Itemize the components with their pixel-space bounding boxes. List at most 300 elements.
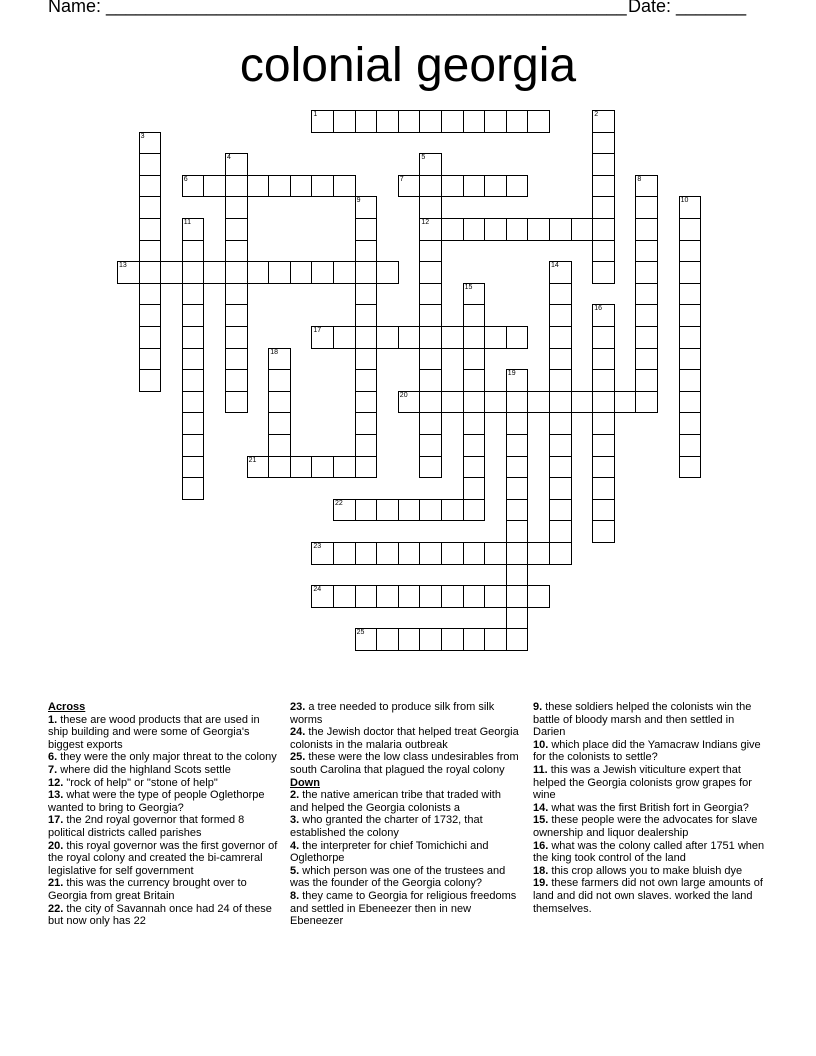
crossword-cell[interactable] <box>463 412 486 435</box>
crossword-cell[interactable] <box>506 456 529 479</box>
crossword-cell[interactable] <box>290 261 313 284</box>
crossword-cell[interactable] <box>441 499 464 522</box>
crossword-cell[interactable] <box>679 218 702 241</box>
clue-text: who granted the charter of 1732, that established the colony <box>290 814 483 839</box>
crossword-cell[interactable] <box>247 261 270 284</box>
crossword-cell[interactable] <box>139 348 162 371</box>
crossword-cell[interactable] <box>549 391 572 414</box>
crossword-cell[interactable] <box>225 261 248 284</box>
crossword-cell[interactable] <box>527 391 550 414</box>
clue-text: these are wood products that are used in ship building and were some of Georgia's biggest exports <box>48 713 260 751</box>
crossword-cell[interactable] <box>549 326 572 349</box>
crossword-cell[interactable] <box>355 369 378 392</box>
crossword-cell[interactable] <box>225 391 248 414</box>
crossword-cell[interactable] <box>398 175 421 198</box>
crossword-cell[interactable] <box>635 196 658 219</box>
crossword-cell[interactable] <box>635 391 658 414</box>
clue-number-label: 21 <box>248 456 257 464</box>
clue-number-label: 22 <box>335 499 343 507</box>
crossword-cell[interactable] <box>592 110 615 133</box>
crossword-cell[interactable] <box>679 412 702 435</box>
crossword-cell[interactable] <box>463 391 486 414</box>
crossword-cell[interactable] <box>506 391 529 414</box>
crossword-cell[interactable] <box>225 283 248 306</box>
crossword-cell[interactable] <box>679 456 702 479</box>
clue-item <box>48 840 280 878</box>
crossword-cell[interactable] <box>592 196 615 219</box>
crossword-cell[interactable] <box>463 456 486 479</box>
crossword-cell[interactable] <box>549 412 572 435</box>
crossword-cell[interactable] <box>376 542 399 565</box>
crossword-cell[interactable] <box>333 326 356 349</box>
crossword-cell[interactable] <box>268 369 291 392</box>
crossword-cell[interactable] <box>635 348 658 371</box>
crossword-cell[interactable] <box>571 391 594 414</box>
crossword-cell[interactable] <box>225 153 248 176</box>
crossword-cell[interactable] <box>182 261 205 284</box>
clue-number: 5. <box>290 864 300 877</box>
crossword-cell[interactable] <box>419 369 442 392</box>
crossword-cell[interactable] <box>268 391 291 414</box>
crossword-cell[interactable] <box>549 283 572 306</box>
crossword-cell[interactable] <box>463 110 486 133</box>
crossword-cell[interactable] <box>441 585 464 608</box>
crossword-cell[interactable] <box>376 499 399 522</box>
crossword-cell[interactable] <box>225 348 248 371</box>
crossword-cell[interactable] <box>355 499 378 522</box>
clue-number: 14. <box>533 801 549 814</box>
crossword-cell[interactable] <box>463 628 486 651</box>
crossword-cell[interactable] <box>549 434 572 457</box>
crossword-cell[interactable] <box>419 628 442 651</box>
crossword-cell[interactable] <box>139 175 162 198</box>
crossword-cell[interactable] <box>139 132 162 155</box>
crossword-cell[interactable] <box>203 175 226 198</box>
crossword-cell[interactable] <box>333 175 356 198</box>
crossword-cell[interactable] <box>419 304 442 327</box>
clues-column-2 <box>290 701 522 928</box>
crossword-cell[interactable] <box>419 434 442 457</box>
crossword-cell[interactable] <box>592 499 615 522</box>
crossword-cell[interactable] <box>333 499 356 522</box>
clue-number: 17. <box>48 814 64 827</box>
crossword-cell[interactable] <box>355 348 378 371</box>
crossword-cell[interactable] <box>182 304 205 327</box>
clue-item <box>48 877 280 902</box>
crossword-cell[interactable] <box>592 477 615 500</box>
crossword-cell[interactable] <box>419 499 442 522</box>
crossword-cell[interactable] <box>592 434 615 457</box>
crossword-cell[interactable] <box>484 110 507 133</box>
clue-text: they were the only major threat to the colony <box>57 751 277 764</box>
crossword-cell[interactable] <box>398 542 421 565</box>
clue-number: 25. <box>290 751 306 764</box>
crossword-cell[interactable] <box>635 304 658 327</box>
crossword-cell[interactable] <box>527 542 550 565</box>
crossword-cell[interactable] <box>592 240 615 263</box>
crossword-cell[interactable] <box>139 218 162 241</box>
crossword-cell[interactable] <box>549 477 572 500</box>
crossword-cell[interactable] <box>527 585 550 608</box>
crossword-cell[interactable] <box>268 348 291 371</box>
crossword-cell[interactable] <box>419 412 442 435</box>
clue-text: this was the currency brought over to Georgia from great Britain <box>48 877 247 902</box>
crossword-cell[interactable] <box>247 456 270 479</box>
crossword-cell[interactable] <box>398 499 421 522</box>
crossword-cell[interactable] <box>311 261 334 284</box>
crossword-cell[interactable] <box>679 348 702 371</box>
crossword-cell[interactable] <box>268 412 291 435</box>
crossword-cell[interactable] <box>463 499 486 522</box>
crossword-cell[interactable] <box>419 542 442 565</box>
clue-number-label: 25 <box>356 629 365 637</box>
crossword-cell[interactable] <box>419 153 442 176</box>
clue-item <box>533 814 765 839</box>
crossword-cell[interactable] <box>679 304 702 327</box>
crossword-cell[interactable] <box>311 456 334 479</box>
clue-text: this crop allows you to make bluish dye <box>548 864 743 877</box>
crossword-cell[interactable] <box>355 391 378 414</box>
crossword-cell[interactable] <box>484 585 507 608</box>
crossword-cell[interactable] <box>463 348 486 371</box>
crossword-cell[interactable] <box>419 456 442 479</box>
crossword-cell[interactable] <box>355 628 378 651</box>
crossword-cell[interactable] <box>333 110 356 133</box>
crossword-cell[interactable] <box>441 542 464 565</box>
crossword-cell[interactable] <box>592 132 615 155</box>
clue-number-label: 7 <box>399 175 404 183</box>
crossword-cell[interactable] <box>355 196 378 219</box>
clue-number: 13. <box>48 789 64 802</box>
crossword-cell[interactable] <box>506 628 529 651</box>
crossword-cell[interactable] <box>592 520 615 543</box>
crossword-cell[interactable] <box>398 585 421 608</box>
crossword-cell[interactable] <box>679 240 702 263</box>
crossword-cell[interactable] <box>635 261 658 284</box>
crossword-cell[interactable] <box>225 304 248 327</box>
crossword-cell[interactable] <box>398 110 421 133</box>
crossword-cell[interactable] <box>311 175 334 198</box>
crossword-cell[interactable] <box>290 456 313 479</box>
crossword-cell[interactable] <box>376 585 399 608</box>
crossword-cell[interactable] <box>355 585 378 608</box>
crossword-cell[interactable] <box>182 369 205 392</box>
crossword-cell[interactable] <box>463 477 486 500</box>
crossword-cell[interactable] <box>182 391 205 414</box>
crossword-cell[interactable] <box>376 261 399 284</box>
crossword-cell[interactable] <box>225 240 248 263</box>
crossword-cell[interactable] <box>333 456 356 479</box>
crossword-cell[interactable] <box>679 283 702 306</box>
crossword-cell[interactable] <box>225 218 248 241</box>
crossword-cell[interactable] <box>355 456 378 479</box>
crossword-cell[interactable] <box>679 326 702 349</box>
crossword-cell[interactable] <box>182 326 205 349</box>
clue-item <box>48 789 280 814</box>
clue-item <box>290 701 522 726</box>
crossword-cell[interactable] <box>484 628 507 651</box>
crossword-cell[interactable] <box>506 412 529 435</box>
crossword-cell[interactable] <box>355 110 378 133</box>
crossword-cell[interactable] <box>592 326 615 349</box>
crossword-cell[interactable] <box>592 412 615 435</box>
across-heading: Across <box>48 701 86 713</box>
crossword-cell[interactable] <box>225 175 248 198</box>
crossword-cell[interactable] <box>463 326 486 349</box>
crossword-cell[interactable] <box>484 542 507 565</box>
crossword-cell[interactable] <box>311 110 334 133</box>
crossword-cell[interactable] <box>225 196 248 219</box>
crossword-cell[interactable] <box>311 542 334 565</box>
crossword-cell[interactable] <box>463 175 486 198</box>
crossword-cell[interactable] <box>549 348 572 371</box>
clue-number-label: 23 <box>313 543 322 550</box>
crossword-cell[interactable] <box>419 196 442 219</box>
clue-text: these soldiers helped the colonists win the battle of bloody marsh and then settled in Darien <box>533 701 752 739</box>
crossword-cell[interactable] <box>398 326 421 349</box>
crossword-cell[interactable] <box>441 218 464 241</box>
clue-number: 9. <box>533 701 543 713</box>
down-heading: Down <box>290 776 320 789</box>
clue-number: 21. <box>48 877 64 890</box>
crossword-cell[interactable] <box>355 434 378 457</box>
crossword-cell[interactable] <box>506 110 529 133</box>
crossword-cell[interactable] <box>182 477 205 500</box>
clue-item <box>48 777 280 790</box>
crossword-cell[interactable] <box>484 391 507 414</box>
crossword-cell[interactable] <box>355 326 378 349</box>
crossword-cell[interactable] <box>419 391 442 414</box>
crossword-cell[interactable] <box>139 304 162 327</box>
crossword-cell[interactable] <box>139 283 162 306</box>
crossword-cell[interactable] <box>355 412 378 435</box>
crossword-cell[interactable] <box>506 499 529 522</box>
clue-item <box>290 789 522 814</box>
clue-number-label: 16 <box>594 305 602 313</box>
crossword-cell[interactable] <box>463 304 486 327</box>
crossword-cell[interactable] <box>635 240 658 263</box>
clues-column-1 <box>48 701 280 928</box>
clue-text: they came to Georgia for religious freedoms and settled in Ebeneezer then in new Ebeneezer <box>290 889 517 928</box>
crossword-cell[interactable] <box>225 369 248 392</box>
crossword-cell[interactable] <box>484 175 507 198</box>
crossword-cell[interactable] <box>592 304 615 327</box>
crossword-cell[interactable] <box>333 585 356 608</box>
name-field[interactable]: Name: ____________________________________________________ <box>48 0 627 16</box>
crossword-cell[interactable] <box>355 240 378 263</box>
crossword-cell[interactable] <box>290 175 313 198</box>
crossword-cell[interactable] <box>419 585 442 608</box>
clue-text: what were the type of people Oglethorpe wanted to bring to Georgia? <box>48 789 265 814</box>
clue-number: 19. <box>533 877 549 890</box>
crossword-cell[interactable] <box>592 391 615 414</box>
crossword-cell[interactable] <box>441 326 464 349</box>
crossword-cell[interactable] <box>484 326 507 349</box>
crossword-cell[interactable] <box>527 218 550 241</box>
crossword-cell[interactable] <box>635 283 658 306</box>
crossword-cell[interactable] <box>679 391 702 414</box>
crossword-cell[interactable] <box>679 261 702 284</box>
crossword-cell[interactable] <box>441 175 464 198</box>
crossword-cell[interactable] <box>592 369 615 392</box>
crossword-cell[interactable] <box>463 218 486 241</box>
crossword-cell[interactable] <box>614 391 637 414</box>
crossword-cell[interactable] <box>441 628 464 651</box>
crossword-cell[interactable] <box>160 261 183 284</box>
clue-item <box>533 764 765 802</box>
clue-item <box>48 751 280 764</box>
crossword-cell[interactable] <box>592 261 615 284</box>
clue-number-label: 15 <box>464 283 473 291</box>
crossword-cell[interactable] <box>139 240 162 263</box>
crossword-cell[interactable] <box>355 304 378 327</box>
crossword-cell[interactable] <box>463 283 486 306</box>
crossword-cell[interactable] <box>549 369 572 392</box>
crossword-cell[interactable] <box>506 326 529 349</box>
crossword-cell[interactable] <box>419 175 442 198</box>
crossword-cell[interactable] <box>549 304 572 327</box>
crossword-cell[interactable] <box>398 391 421 414</box>
clue-text: the city of Savannah once had 24 of these but now only has 22 <box>48 902 272 928</box>
crossword-cell[interactable] <box>182 434 205 457</box>
clue-number-label: 14 <box>551 262 559 270</box>
crossword-cell[interactable] <box>268 434 291 457</box>
crossword-cell[interactable] <box>679 369 702 392</box>
crossword-cell[interactable] <box>376 628 399 651</box>
clue-text: the interpreter for chief Tomichichi and Oglethorpe <box>290 839 489 865</box>
crossword-cell[interactable] <box>549 218 572 241</box>
crossword-cell[interactable] <box>268 261 291 284</box>
crossword-cell[interactable] <box>484 218 507 241</box>
crossword-cell[interactable] <box>549 520 572 543</box>
crossword-cell[interactable] <box>355 542 378 565</box>
clue-number: 15. <box>533 814 549 827</box>
crossword-cell[interactable] <box>463 434 486 457</box>
crossword-cell[interactable] <box>506 607 529 630</box>
crossword-cell[interactable] <box>506 585 529 608</box>
crossword-cell[interactable] <box>268 175 291 198</box>
clue-text: what was the first British fort in Georgia? <box>548 801 749 814</box>
crossword-cell[interactable] <box>203 261 226 284</box>
crossword-cell[interactable] <box>333 261 356 284</box>
clue-number: 20. <box>48 839 64 852</box>
crossword-cell[interactable] <box>571 218 594 241</box>
clue-number-label: 17 <box>313 327 322 334</box>
crossword-cell[interactable] <box>419 348 442 371</box>
clue-number: 11. <box>533 763 548 776</box>
crossword-cell[interactable] <box>506 542 529 565</box>
clue-item <box>290 840 522 865</box>
crossword-cell[interactable] <box>419 110 442 133</box>
crossword-cell[interactable] <box>139 261 162 284</box>
date-field[interactable]: Date: _______ <box>628 0 747 16</box>
crossword-cell[interactable] <box>419 326 442 349</box>
crossword-cell[interactable] <box>506 175 529 198</box>
clue-item <box>533 802 765 815</box>
crossword-cell[interactable] <box>635 326 658 349</box>
crossword-cell[interactable] <box>376 326 399 349</box>
crossword-cell[interactable] <box>679 196 702 219</box>
crossword-cell[interactable] <box>592 218 615 241</box>
crossword-cell[interactable] <box>549 456 572 479</box>
crossword-cell[interactable] <box>592 456 615 479</box>
crossword-cell[interactable] <box>333 542 356 565</box>
clue-item <box>48 903 280 928</box>
crossword-cell[interactable] <box>139 153 162 176</box>
crossword-cell[interactable] <box>419 283 442 306</box>
crossword-cell[interactable] <box>635 175 658 198</box>
clue-item <box>290 726 522 751</box>
crossword-cell[interactable] <box>376 110 399 133</box>
clue-item <box>533 840 765 865</box>
crossword-cell[interactable] <box>311 585 334 608</box>
crossword-cell[interactable] <box>182 175 205 198</box>
crossword-cell[interactable] <box>635 218 658 241</box>
crossword-cell[interactable] <box>549 261 572 284</box>
clue-number: 10. <box>533 738 549 751</box>
crossword-cell[interactable] <box>592 153 615 176</box>
crossword-cell[interactable] <box>311 326 334 349</box>
crossword-cell[interactable] <box>117 261 140 284</box>
crossword-cell[interactable] <box>679 434 702 457</box>
clue-item <box>533 739 765 764</box>
crossword-cell[interactable] <box>506 564 529 587</box>
clue-text: these people were the advocates for slave ownership and liquor dealership <box>533 814 758 839</box>
crossword-cell[interactable] <box>182 283 205 306</box>
crossword-cell[interactable] <box>463 585 486 608</box>
crossword-cell[interactable] <box>139 326 162 349</box>
crossword-cell[interactable] <box>592 175 615 198</box>
crossword-cell[interactable] <box>398 628 421 651</box>
clue-number-label: 5 <box>421 154 426 162</box>
crossword-cell[interactable] <box>139 196 162 219</box>
crossword-cell[interactable] <box>592 348 615 371</box>
crossword-cell[interactable] <box>441 110 464 133</box>
crossword-cell[interactable] <box>463 542 486 565</box>
crossword-cell[interactable] <box>247 175 270 198</box>
crossword-cell[interactable] <box>355 283 378 306</box>
crossword-cell[interactable] <box>527 110 550 133</box>
crossword-cell[interactable] <box>549 499 572 522</box>
crossword-cell[interactable] <box>225 326 248 349</box>
crossword-cell[interactable] <box>506 218 529 241</box>
crossword-cell[interactable] <box>506 369 529 392</box>
crossword-cell[interactable] <box>506 520 529 543</box>
crossword-cell[interactable] <box>139 369 162 392</box>
crossword-cell[interactable] <box>182 348 205 371</box>
crossword-cell[interactable] <box>182 240 205 263</box>
crossword-cell[interactable] <box>506 434 529 457</box>
crossword-cell[interactable] <box>182 412 205 435</box>
crossword-cell[interactable] <box>355 261 378 284</box>
crossword-cell[interactable] <box>419 240 442 263</box>
crossword-cell[interactable] <box>182 456 205 479</box>
crossword-cell[interactable] <box>635 369 658 392</box>
crossword-cell[interactable] <box>355 218 378 241</box>
crossword-cell[interactable] <box>463 369 486 392</box>
clue-number: 8. <box>290 889 300 902</box>
clue-number-label: 11 <box>183 219 192 226</box>
crossword-cell[interactable] <box>268 456 291 479</box>
clue-number-label: 20 <box>399 391 408 399</box>
clue-item <box>48 764 280 777</box>
crossword-cell[interactable] <box>549 542 572 565</box>
crossword-cell[interactable] <box>419 218 442 241</box>
crossword-cell[interactable] <box>506 477 529 500</box>
crossword-cell[interactable] <box>419 261 442 284</box>
crossword-cell[interactable] <box>441 391 464 414</box>
crossword-cell[interactable] <box>182 218 205 241</box>
